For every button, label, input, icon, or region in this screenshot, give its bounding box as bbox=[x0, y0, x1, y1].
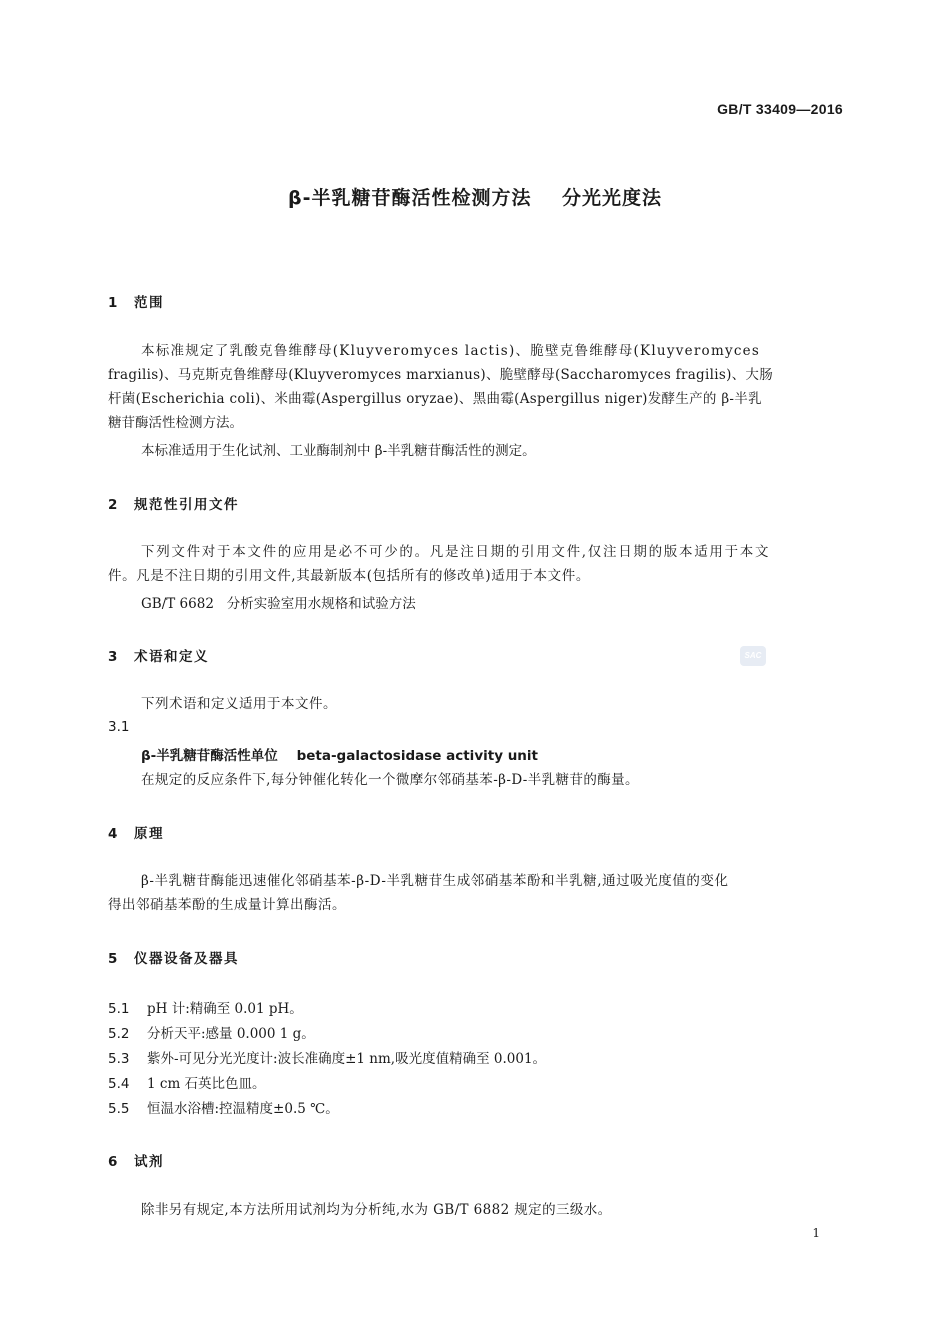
page-number: 1 bbox=[812, 1226, 820, 1240]
text-line: fragilis)、马克斯克鲁维酵母(Kluyveromyces marxianus)、脆壁酵母(Saccharomyces fragilis)、大肠 bbox=[108, 367, 774, 383]
equipment-item bbox=[108, 997, 303, 1017]
text-line: 杆菌(Escherichia coli)、米曲霉(Aspergillus oryzae)、黑曲霉(Aspergillus niger)发酵生产的 β-半乳 bbox=[108, 391, 762, 407]
text-line: 得出邻硝基苯酚的生成量计算出酶活。 bbox=[108, 897, 346, 913]
item-text: 紫外-可见分光光度计:波长准确度±1 nm,吸光度值精确至 0.001。 bbox=[147, 1051, 547, 1067]
section-title: 范围 bbox=[134, 295, 164, 311]
section-number: 1 bbox=[108, 295, 118, 311]
section-title: 试剂 bbox=[134, 1154, 164, 1170]
equipment-item bbox=[108, 1047, 546, 1067]
item-number: 5.1 bbox=[108, 1001, 130, 1017]
section-1-paragraph-2: 本标准适用于生化试剂、工业酶制剂中 β-半乳糖苷酶活性的测定。 bbox=[141, 443, 536, 459]
section-title: 规范性引用文件 bbox=[134, 497, 239, 513]
standard-code: GB/T 33409—2016 bbox=[717, 101, 843, 117]
section-2-heading bbox=[108, 493, 239, 513]
section-6-heading bbox=[108, 1150, 164, 1170]
item-text: 分析天平:感量 0.000 1 g。 bbox=[147, 1026, 315, 1042]
section-number: 5 bbox=[108, 951, 118, 967]
section-6-paragraph-1: 除非另有规定,本方法所用试剂均为分析纯,水为 GB/T 6882 规定的三级水。 bbox=[141, 1202, 612, 1218]
section-5-heading bbox=[108, 947, 239, 967]
item-text: pH 计:精确至 0.01 pH。 bbox=[147, 1001, 303, 1017]
term-name: β-半乳糖苷酶活性单位 beta-galactosidase activity unit bbox=[141, 748, 538, 764]
section-1-paragraph-1 bbox=[108, 339, 843, 435]
sac-watermark: SAC bbox=[740, 646, 766, 666]
item-number: 5.2 bbox=[108, 1026, 130, 1042]
equipment-item bbox=[108, 1022, 315, 1042]
item-text: 恒温水浴槽:控温精度±0.5 ℃。 bbox=[147, 1101, 339, 1117]
section-number: 6 bbox=[108, 1154, 118, 1170]
equipment-item bbox=[108, 1097, 339, 1117]
text-line: 下列文件对于本文件的应用是必不可少的。凡是注日期的引用文件,仅注日期的版本适用于本文 bbox=[141, 544, 771, 560]
section-1-heading bbox=[108, 291, 164, 311]
section-3-paragraph-1: 下列术语和定义适用于本文件。 bbox=[141, 696, 337, 712]
section-2-paragraph-1 bbox=[108, 540, 843, 588]
item-text: 1 cm 石英比色皿。 bbox=[147, 1076, 266, 1092]
section-number: 4 bbox=[108, 826, 118, 842]
section-title: 术语和定义 bbox=[134, 649, 209, 665]
section-3-heading bbox=[108, 645, 209, 665]
text-line: β-半乳糖苷酶能迅速催化邻硝基苯-β-D-半乳糖苷生成邻硝基苯酚和半乳糖,通过吸光度值的变化 bbox=[141, 873, 729, 889]
section-title: 仪器设备及器具 bbox=[134, 951, 239, 967]
equipment-item bbox=[108, 1072, 266, 1092]
section-title: 原理 bbox=[134, 826, 164, 842]
section-4-paragraph-1 bbox=[108, 869, 843, 917]
item-number: 5.5 bbox=[108, 1101, 130, 1117]
text-line: 件。凡是不注日期的引用文件,其最新版本(包括所有的修改单)适用于本文件。 bbox=[108, 568, 590, 584]
section-number: 3 bbox=[108, 649, 118, 665]
item-number: 5.3 bbox=[108, 1051, 130, 1067]
normative-reference: GB/T 6682 分析实验室用水规格和试验方法 bbox=[141, 596, 416, 612]
text-line: 本标准规定了乳酸克鲁维酵母(Kluyveromyces lactis)、脆壁克鲁维酵母(Kluyveromyces bbox=[141, 343, 761, 359]
section-number: 2 bbox=[108, 497, 118, 513]
term-definition: 在规定的反应条件下,每分钟催化转化一个微摩尔邻硝基苯-β-D-半乳糖苷的酶量。 bbox=[141, 772, 639, 788]
item-number: 5.4 bbox=[108, 1076, 130, 1092]
text-line: 糖苷酶活性检测方法。 bbox=[108, 415, 243, 431]
section-4-heading bbox=[108, 822, 164, 842]
document-title: β-半乳糖苷酶活性检测方法 分光光度法 bbox=[288, 187, 662, 209]
subsection-number: 3.1 bbox=[108, 719, 130, 735]
